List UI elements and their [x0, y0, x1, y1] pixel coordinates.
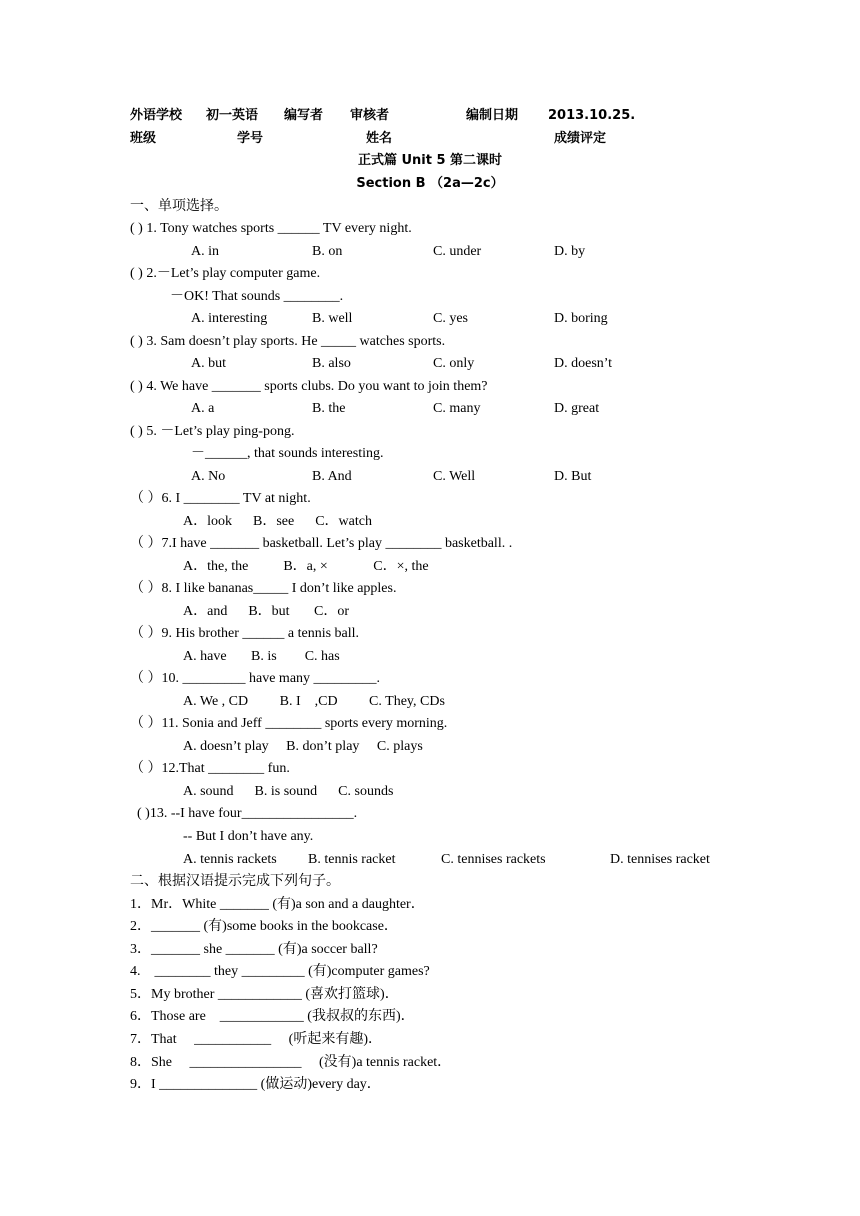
class-label: 班级: [130, 131, 157, 146]
q3-option-a: A. but: [191, 356, 226, 371]
question-4: ( ) 4. We have _______ sports clubs. Do you want to join them?: [130, 379, 488, 394]
fill-item-7: 7．That ___________ (听起来有趣)．: [130, 1032, 382, 1047]
fill-item-3: 3．_______ she _______ (有)a soccer ball?: [130, 942, 378, 957]
q1-option-d: D. by: [554, 244, 586, 259]
q10-options: A. We , CD B. I ,CD C. They, CDs: [183, 694, 445, 709]
fill-item-4: 4. ________ they _________ (有)computer games?: [130, 964, 430, 979]
q3-option-c: C. only: [433, 356, 475, 371]
school-name: 外语学校: [130, 108, 183, 123]
q1-option-a: A. in: [191, 244, 219, 259]
question-5-reply: －______, that sounds interesting.: [191, 446, 384, 461]
question-1: ( ) 1. Tony watches sports ______ TV every night.: [130, 221, 412, 236]
q13-option-a: A. tennis rackets: [183, 852, 277, 867]
q2-option-d: D. boring: [554, 311, 608, 326]
question-2: ( ) 2.－Let’s play computer game.: [130, 266, 321, 281]
q4-option-a: A. a: [191, 401, 215, 416]
subject: 初一英语: [206, 108, 259, 123]
fill-item-6: 6．Those are ____________ (我叔叔的东西)．: [130, 1009, 415, 1024]
question-7: （ ）7.I have _______ basketball. Let’s play ________ basketball. .: [130, 536, 513, 551]
q1-option-b: B. on: [312, 244, 343, 259]
question-9: （ ）9. His brother ______ a tennis ball.: [130, 626, 360, 641]
page-title: 正式篇 Unit 5 第二课时: [357, 153, 503, 168]
q5-option-d: D. But: [554, 469, 592, 484]
number-label: 学号: [237, 131, 264, 146]
q13-option-c: C. tennises rackets: [441, 852, 546, 867]
question-13-reply: -- But I don’t have any.: [183, 829, 314, 844]
q9-options: A. have B. is C. has: [183, 649, 340, 664]
reviewer-label: 审核者: [350, 108, 390, 123]
q5-option-a: A. No: [191, 469, 226, 484]
part1-heading: 一、单项选择。: [130, 199, 228, 214]
q2-option-c: C. yes: [433, 311, 468, 326]
q1-option-c: C. under: [433, 244, 482, 259]
q5-option-c: C. Well: [433, 469, 476, 484]
question-6: （ ）6. I ________ TV at night.: [130, 491, 311, 506]
q2-option-b: B. well: [312, 311, 353, 326]
q3-option-b: B. also: [312, 356, 351, 371]
grade-label: 成绩评定: [554, 131, 607, 146]
q3-option-d: D. doesn’t: [554, 356, 613, 371]
page-subtitle: Section B （2a—2c）: [356, 176, 504, 191]
date-label: 编制日期: [466, 108, 519, 123]
author-label: 编写者: [284, 108, 324, 123]
q13-option-b: B. tennis racket: [308, 852, 396, 867]
date-value: 2013.10.25.: [548, 108, 636, 123]
q5-option-b: B. And: [312, 469, 352, 484]
question-11: （ ）11. Sonia and Jeff ________ sports every morning.: [130, 716, 448, 731]
fill-item-9: 9．I ______________ (做运动)every day．: [130, 1077, 381, 1092]
q6-options: A．look B．see C．watch: [183, 514, 372, 529]
fill-item-1: 1．Mr．White _______ (有)a son and a daughter．: [130, 897, 425, 912]
fill-item-2: 2．_______ (有)some books in the bookcase．: [130, 919, 398, 934]
q12-options: A. sound B. is sound C. sounds: [183, 784, 394, 799]
q2-option-a: A. interesting: [191, 311, 268, 326]
question-3: ( ) 3. Sam doesn’t play sports. He _____ watches sports.: [130, 334, 446, 349]
question-8: （ ）8. I like bananas_____ I don’t like apples.: [130, 581, 397, 596]
q7-options: A．the, the B．a, × C．×, the: [183, 559, 429, 574]
question-10: （ ）10. _________ have many _________.: [130, 671, 381, 686]
part2-heading: 二、根据汉语提示完成下列句子。: [130, 874, 340, 889]
question-5: ( ) 5. －Let’s play ping-pong.: [130, 424, 295, 439]
name-label: 姓名: [366, 131, 393, 146]
q8-options: A．and B．but C．or: [183, 604, 350, 619]
fill-item-5: 5．My brother ____________ (喜欢打篮球)．: [130, 987, 399, 1002]
fill-item-8: 8．She ________________ (没有)a tennis racket．: [130, 1055, 452, 1070]
question-2-reply: －OK! That sounds ________.: [170, 289, 344, 304]
question-12: （ ）12.That ________ fun.: [130, 761, 290, 776]
q11-options: A. doesn’t play B. don’t play C. plays: [183, 739, 423, 754]
q13-option-d: D. tennises racket: [610, 852, 710, 867]
q4-option-d: D. great: [554, 401, 600, 416]
q4-option-c: C. many: [433, 401, 481, 416]
question-13: ( )13. --I have four________________.: [137, 806, 358, 821]
q4-option-b: B. the: [312, 401, 346, 416]
